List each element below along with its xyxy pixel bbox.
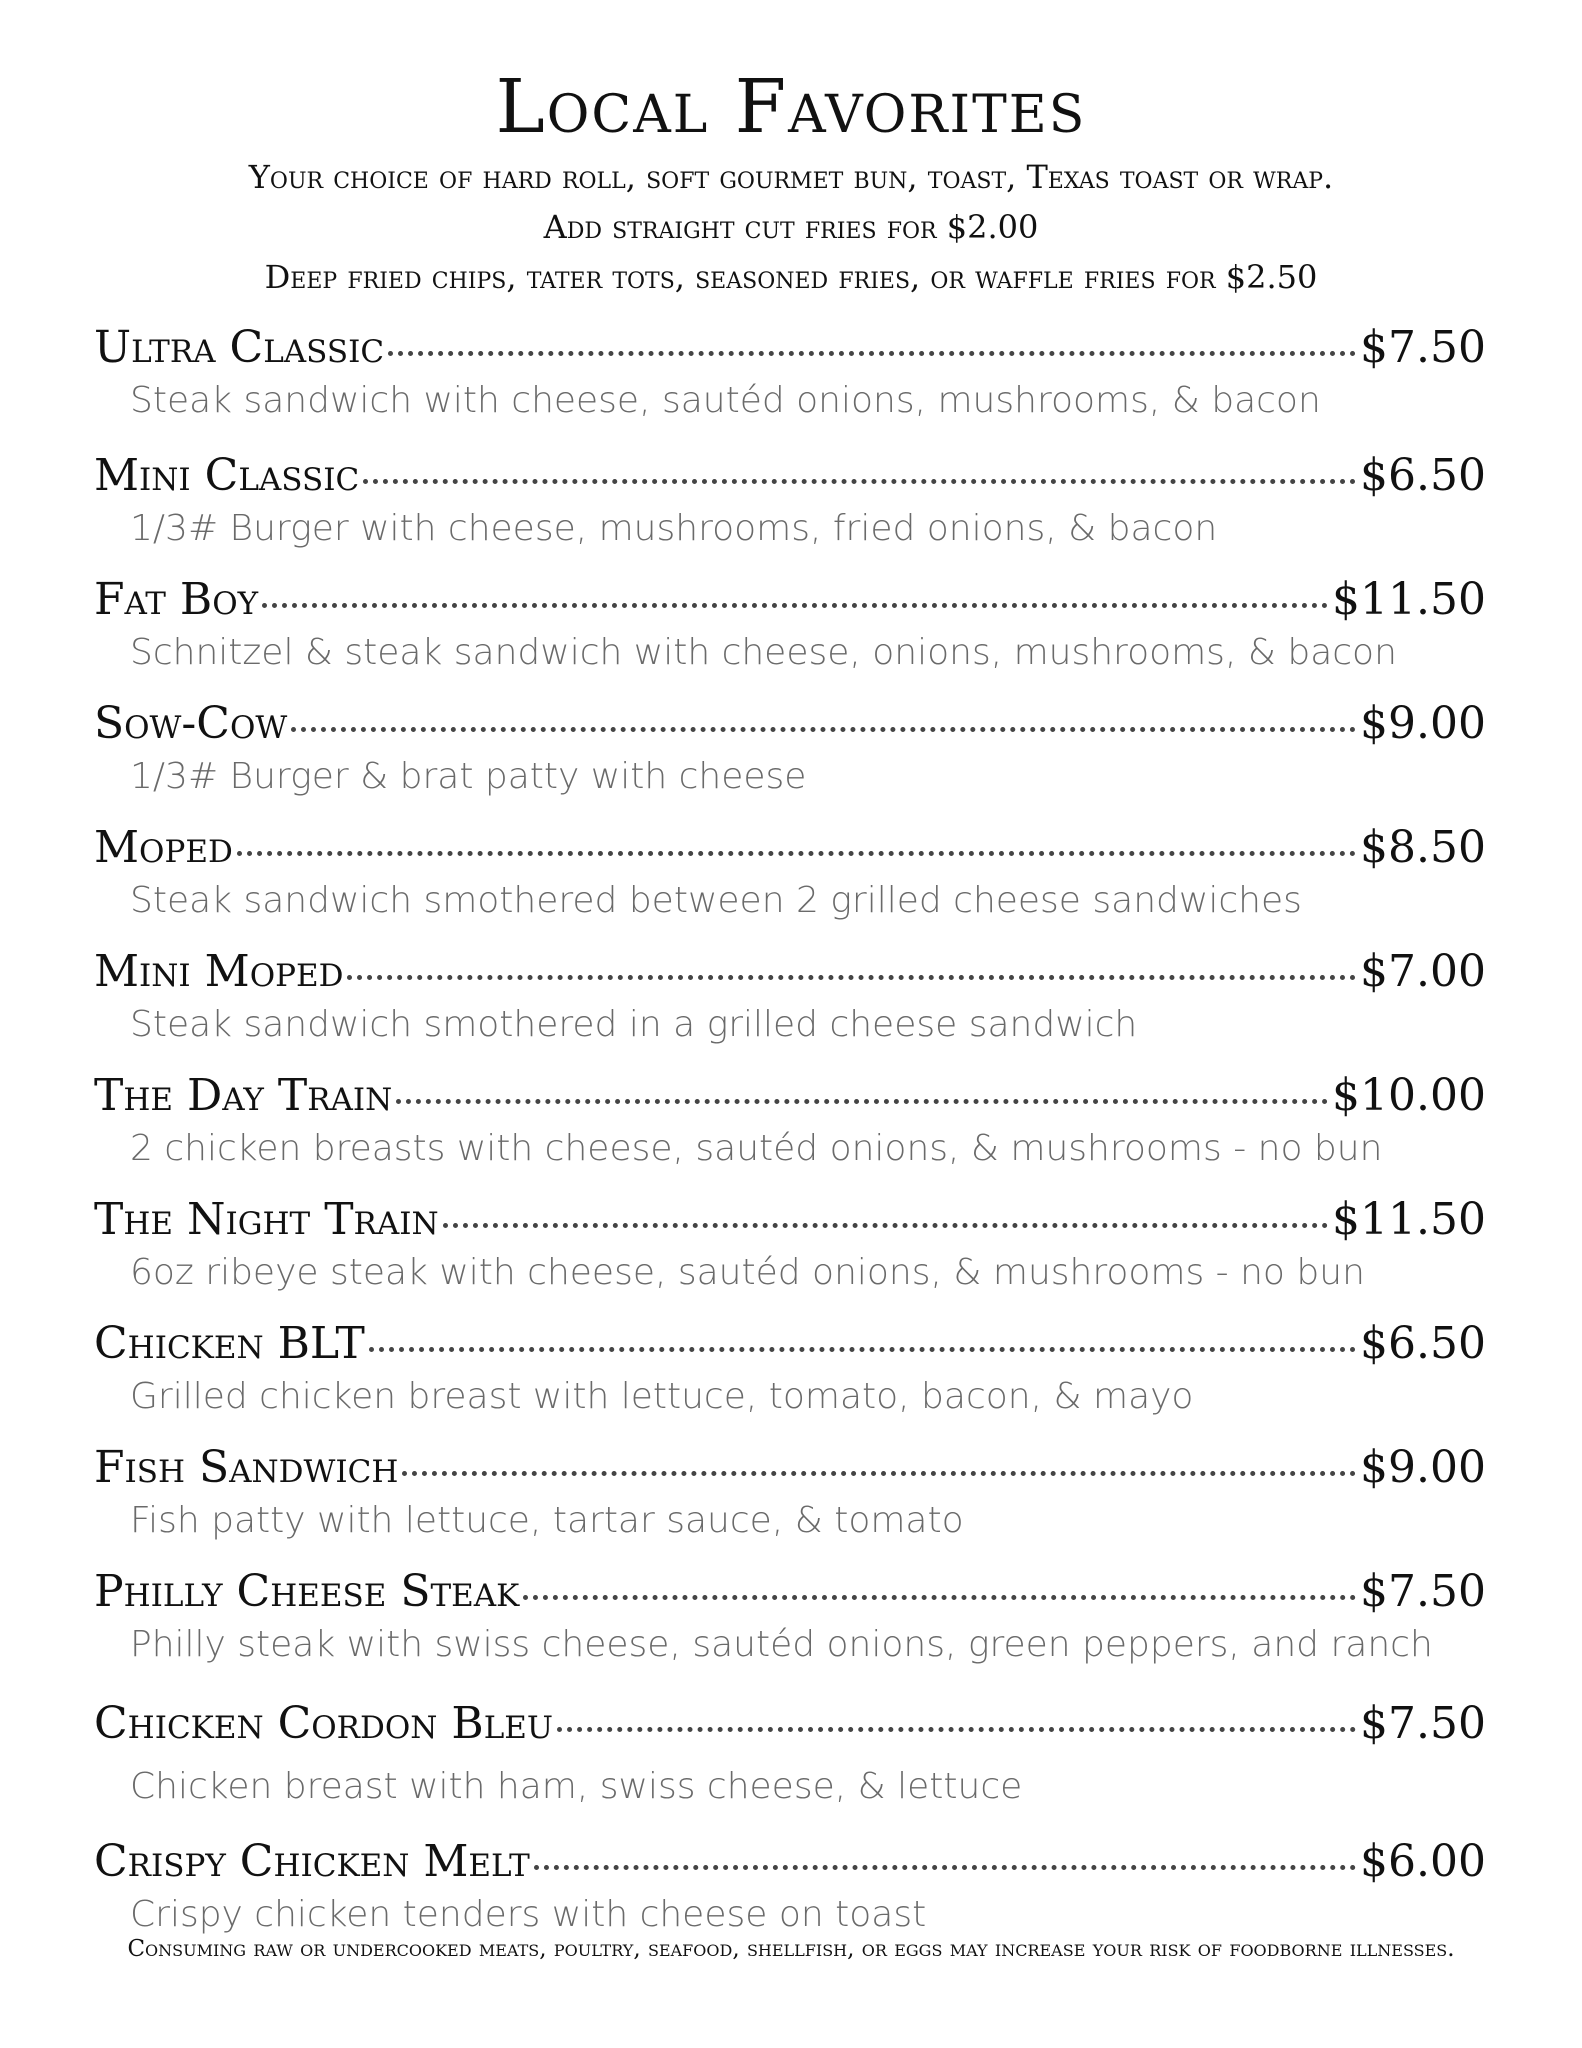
menu-item-philly-cheese-steak: [94, 1562, 1486, 1694]
item-price: $11.50: [1332, 1194, 1486, 1245]
item-price: $9.00: [1360, 698, 1486, 749]
sides-addon-note: Deep fried chips, tater tots, seasoned fries, or waffle fries for $2.50: [264, 258, 1318, 296]
item-name: Chicken Cordon Bleu: [94, 1698, 554, 1749]
item-name: Moped: [94, 822, 233, 873]
dot-leader: [291, 727, 1356, 732]
item-name: Crispy Chicken Melt: [94, 1836, 530, 1887]
item-description: Steak sandwich smothered in a grilled cheese sandwich: [130, 1004, 1138, 1045]
menu-list: [94, 318, 1486, 1956]
fries-addon-note: Add straight cut fries for $2.00: [543, 208, 1039, 246]
menu-header: [0, 64, 1582, 302]
menu-item-mini-moped: [94, 942, 1486, 1066]
item-price: $7.50: [1360, 322, 1486, 373]
item-price: $8.50: [1360, 822, 1486, 873]
item-price: $9.00: [1360, 1442, 1486, 1493]
item-name: Mini Classic: [94, 450, 360, 501]
menu-item-fish-sandwich: [94, 1438, 1486, 1562]
item-price: $6.50: [1360, 1318, 1486, 1369]
menu-item-fat-boy: [94, 570, 1486, 694]
item-description: 6oz ribeye steak with cheese, sautéd onions, & mushrooms - no bun: [130, 1252, 1365, 1293]
item-price: $10.00: [1332, 1070, 1486, 1121]
item-price: $7.00: [1360, 946, 1486, 997]
item-description: Fish patty with lettuce, tartar sauce, & tomato: [130, 1500, 964, 1541]
menu-item-mini-classic: [94, 446, 1486, 570]
item-name: The Day Train: [94, 1070, 393, 1121]
menu-item-the-night-train: [94, 1190, 1486, 1314]
item-description: Philly steak with swiss cheese, sautéd onions, green peppers, and ranch: [130, 1624, 1433, 1665]
item-description: Grilled chicken breast with lettuce, tomato, bacon, & mayo: [130, 1376, 1194, 1417]
item-description: Chicken breast with ham, swiss cheese, & lettuce: [130, 1766, 1023, 1807]
dot-leader: [396, 1099, 1328, 1104]
item-description: Steak sandwich smothered between 2 grilled cheese sandwiches: [130, 880, 1302, 921]
item-price: $7.50: [1360, 1698, 1486, 1749]
item-description: Crispy chicken tenders with cheese on toast: [130, 1894, 927, 1935]
item-name: Fat Boy: [94, 574, 259, 625]
dot-leader: [369, 1347, 1356, 1352]
page-title: Local Favorites: [495, 64, 1087, 150]
dot-leader: [523, 1595, 1356, 1600]
dot-leader: [237, 851, 1356, 856]
item-price: $11.50: [1332, 574, 1486, 625]
menu-item-sow-cow: [94, 694, 1486, 818]
dot-leader: [557, 1727, 1356, 1732]
dot-leader: [363, 479, 1356, 484]
food-safety-disclaimer: Consuming raw or undercooked meats, poultry, seafood, shellfish, or eggs may increase your risk of foodborne illnesses.: [127, 1936, 1455, 1962]
item-price: $6.00: [1360, 1836, 1486, 1887]
dot-leader: [443, 1223, 1328, 1228]
item-name: Sow-Cow: [94, 698, 288, 749]
item-name: Chicken BLT: [94, 1318, 365, 1369]
item-description: 2 chicken breasts with cheese, sautéd onions, & mushrooms - no bun: [130, 1128, 1383, 1169]
item-description: Steak sandwich with cheese, sautéd onions, mushrooms, & bacon: [130, 380, 1321, 421]
item-price: $6.50: [1360, 450, 1486, 501]
item-description: Schnitzel & steak sandwich with cheese, onions, mushrooms, & bacon: [130, 632, 1397, 673]
dot-leader: [262, 603, 1328, 608]
dot-leader: [534, 1865, 1356, 1870]
menu-item-chicken-blt: [94, 1314, 1486, 1438]
menu-item-the-day-train: [94, 1066, 1486, 1190]
item-name: Ultra Classic: [94, 322, 385, 373]
menu-item-ultra-classic: [94, 318, 1486, 446]
dot-leader: [402, 1471, 1356, 1476]
dot-leader: [388, 351, 1356, 356]
item-name: Fish Sandwich: [94, 1442, 399, 1493]
item-name: The Night Train: [94, 1194, 439, 1245]
menu-item-moped: [94, 818, 1486, 942]
item-name: Mini Moped: [94, 946, 344, 997]
item-description: 1/3# Burger with cheese, mushrooms, fried onions, & bacon: [130, 508, 1218, 549]
item-price: $7.50: [1360, 1566, 1486, 1617]
dot-leader: [347, 975, 1356, 980]
item-description: 1/3# Burger & brat patty with cheese: [130, 756, 807, 797]
bread-choice-note: Your choice of hard roll, soft gourmet bun, toast, Texas toast or wrap.: [248, 158, 1334, 196]
item-name: Philly Cheese Steak: [94, 1566, 520, 1617]
menu-item-chicken-cordon-bleu: [94, 1694, 1486, 1832]
